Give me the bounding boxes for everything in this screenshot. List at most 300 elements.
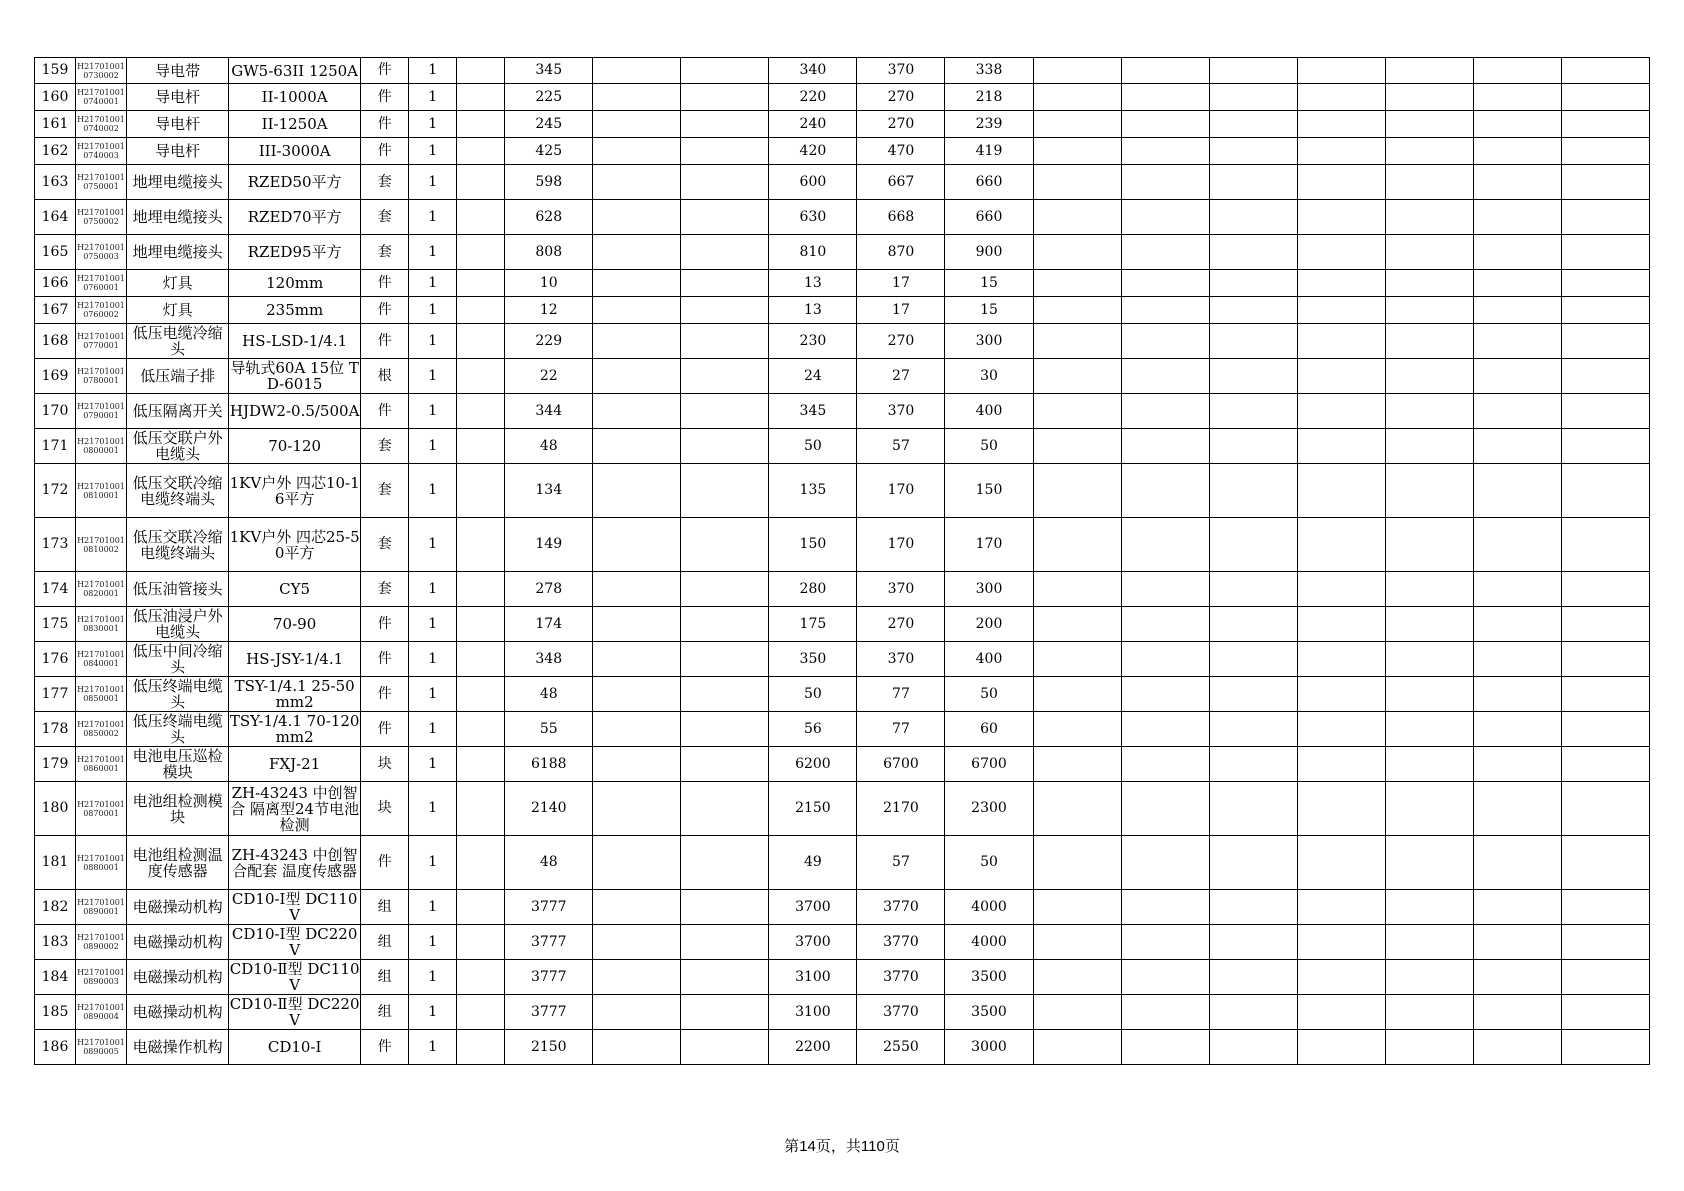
item-spec: FXJ-21 — [229, 747, 361, 782]
empty-cell — [457, 324, 505, 359]
item-spec: HJDW2-0.5/500A — [229, 394, 361, 429]
item-unit: 件 — [361, 84, 409, 111]
price-3: 370 — [857, 58, 945, 84]
footer-middle: 页，共 — [815, 1137, 861, 1155]
item-quantity: 1 — [409, 836, 457, 890]
price-3: 470 — [857, 138, 945, 165]
item-code: H217010010850001 — [76, 677, 127, 712]
row-number: 183 — [35, 925, 76, 960]
item-spec: TSY-1/4.1 25-50mm2 — [229, 677, 361, 712]
price-2: 3700 — [769, 925, 857, 960]
table-row — [35, 518, 1650, 572]
price-3: 3770 — [857, 925, 945, 960]
table-row — [35, 200, 1650, 235]
price-2: 150 — [769, 518, 857, 572]
item-name: 低压端子排 — [127, 359, 229, 394]
empty-cell — [1209, 925, 1297, 960]
price-4: 900 — [945, 235, 1033, 270]
price-4: 419 — [945, 138, 1033, 165]
item-name: 灯具 — [127, 297, 229, 324]
item-unit: 组 — [361, 890, 409, 925]
empty-cell — [1033, 359, 1121, 394]
item-spec: 70-120 — [229, 429, 361, 464]
price-2: 420 — [769, 138, 857, 165]
empty-cell — [593, 518, 681, 572]
empty-cell — [1297, 111, 1385, 138]
empty-cell — [1121, 960, 1209, 995]
item-spec: 1KV户外 四芯10-16平方 — [229, 464, 361, 518]
item-spec: CD10-I — [229, 1030, 361, 1065]
empty-cell — [1033, 642, 1121, 677]
row-number: 182 — [35, 890, 76, 925]
row-number: 186 — [35, 1030, 76, 1065]
empty-cell — [1561, 836, 1649, 890]
empty-cell — [1385, 84, 1473, 111]
item-name: 低压交联户外电缆头 — [127, 429, 229, 464]
empty-cell — [681, 712, 769, 747]
empty-cell — [1473, 464, 1561, 518]
empty-cell — [1297, 518, 1385, 572]
item-spec: HS-LSD-1/4.1 — [229, 324, 361, 359]
empty-cell — [1297, 58, 1385, 84]
table-row — [35, 747, 1650, 782]
empty-cell — [457, 270, 505, 297]
empty-cell — [1121, 572, 1209, 607]
empty-cell — [1385, 58, 1473, 84]
empty-cell — [1297, 297, 1385, 324]
empty-cell — [1121, 165, 1209, 200]
empty-cell — [457, 607, 505, 642]
table-row — [35, 890, 1650, 925]
price-2: 135 — [769, 464, 857, 518]
empty-cell — [1561, 712, 1649, 747]
price-1: 3777 — [505, 960, 593, 995]
item-name: 电磁操动机构 — [127, 960, 229, 995]
empty-cell — [1473, 836, 1561, 890]
empty-cell — [1385, 138, 1473, 165]
empty-cell — [1385, 297, 1473, 324]
item-unit: 组 — [361, 995, 409, 1030]
item-name: 电磁操动机构 — [127, 995, 229, 1030]
empty-cell — [1209, 836, 1297, 890]
empty-cell — [457, 84, 505, 111]
empty-cell — [681, 518, 769, 572]
empty-cell — [681, 58, 769, 84]
price-4: 4000 — [945, 925, 1033, 960]
price-1: 3777 — [505, 890, 593, 925]
empty-cell — [593, 960, 681, 995]
table-row — [35, 925, 1650, 960]
empty-cell — [1473, 642, 1561, 677]
table-row — [35, 836, 1650, 890]
empty-cell — [1473, 995, 1561, 1030]
item-quantity: 1 — [409, 165, 457, 200]
empty-cell — [593, 297, 681, 324]
empty-cell — [1033, 607, 1121, 642]
price-1: 48 — [505, 836, 593, 890]
empty-cell — [1121, 84, 1209, 111]
empty-cell — [1297, 572, 1385, 607]
empty-cell — [1385, 642, 1473, 677]
empty-cell — [1297, 394, 1385, 429]
item-code: H217010010820001 — [76, 572, 127, 607]
empty-cell — [457, 572, 505, 607]
row-number: 173 — [35, 518, 76, 572]
item-unit: 件 — [361, 607, 409, 642]
empty-cell — [593, 642, 681, 677]
item-code: H217010010890004 — [76, 995, 127, 1030]
empty-cell — [681, 324, 769, 359]
table-row — [35, 324, 1650, 359]
empty-cell — [1297, 270, 1385, 297]
item-quantity: 1 — [409, 111, 457, 138]
empty-cell — [1209, 84, 1297, 111]
price-1: 348 — [505, 642, 593, 677]
empty-cell — [457, 200, 505, 235]
item-code: H217010010890005 — [76, 1030, 127, 1065]
empty-cell — [457, 1030, 505, 1065]
empty-cell — [457, 836, 505, 890]
item-code: H217010010730002 — [76, 58, 127, 84]
item-unit: 件 — [361, 111, 409, 138]
empty-cell — [457, 677, 505, 712]
empty-cell — [1561, 747, 1649, 782]
table-row — [35, 712, 1650, 747]
empty-cell — [1473, 925, 1561, 960]
page-footer — [0, 1135, 1684, 1156]
empty-cell — [1473, 297, 1561, 324]
empty-cell — [1033, 1030, 1121, 1065]
empty-cell — [457, 518, 505, 572]
price-4: 3000 — [945, 1030, 1033, 1065]
empty-cell — [1209, 324, 1297, 359]
item-quantity: 1 — [409, 782, 457, 836]
table-row — [35, 429, 1650, 464]
empty-cell — [1297, 890, 1385, 925]
table-row — [35, 394, 1650, 429]
empty-cell — [681, 642, 769, 677]
empty-cell — [593, 58, 681, 84]
empty-cell — [1121, 200, 1209, 235]
empty-cell — [1561, 782, 1649, 836]
empty-cell — [1385, 607, 1473, 642]
empty-cell — [1297, 677, 1385, 712]
row-number: 180 — [35, 782, 76, 836]
item-quantity: 1 — [409, 464, 457, 518]
price-2: 13 — [769, 270, 857, 297]
empty-cell — [1121, 747, 1209, 782]
item-name: 低压隔离开关 — [127, 394, 229, 429]
empty-cell — [1209, 960, 1297, 995]
empty-cell — [457, 925, 505, 960]
empty-cell — [1033, 235, 1121, 270]
empty-cell — [593, 165, 681, 200]
empty-cell — [1121, 111, 1209, 138]
empty-cell — [1473, 324, 1561, 359]
table-row — [35, 359, 1650, 394]
price-4: 50 — [945, 429, 1033, 464]
item-unit: 组 — [361, 925, 409, 960]
row-number: 175 — [35, 607, 76, 642]
item-code: H217010010760002 — [76, 297, 127, 324]
item-name: 地埋电缆接头 — [127, 235, 229, 270]
table-row — [35, 1030, 1650, 1065]
empty-cell — [1385, 359, 1473, 394]
item-name: 低压终端电缆头 — [127, 677, 229, 712]
empty-cell — [681, 200, 769, 235]
empty-cell — [1209, 464, 1297, 518]
item-name: 电磁操动机构 — [127, 890, 229, 925]
price-4: 30 — [945, 359, 1033, 394]
price-1: 344 — [505, 394, 593, 429]
price-1: 225 — [505, 84, 593, 111]
item-unit: 块 — [361, 747, 409, 782]
empty-cell — [593, 235, 681, 270]
price-4: 50 — [945, 677, 1033, 712]
empty-cell — [1121, 324, 1209, 359]
item-quantity: 1 — [409, 429, 457, 464]
row-number: 162 — [35, 138, 76, 165]
price-2: 2200 — [769, 1030, 857, 1065]
item-code: H217010010750002 — [76, 200, 127, 235]
item-name: 灯具 — [127, 270, 229, 297]
empty-cell — [1385, 890, 1473, 925]
item-name: 电池组检测模块 — [127, 782, 229, 836]
item-name: 低压油浸户外电缆头 — [127, 607, 229, 642]
price-4: 3500 — [945, 960, 1033, 995]
table-row — [35, 138, 1650, 165]
item-name: 导电杆 — [127, 84, 229, 111]
empty-cell — [1121, 712, 1209, 747]
item-unit: 件 — [361, 138, 409, 165]
empty-cell — [1297, 464, 1385, 518]
empty-cell — [1121, 464, 1209, 518]
empty-cell — [1121, 925, 1209, 960]
empty-cell — [1473, 677, 1561, 712]
item-spec: 70-90 — [229, 607, 361, 642]
empty-cell — [1121, 518, 1209, 572]
empty-cell — [593, 747, 681, 782]
empty-cell — [681, 677, 769, 712]
empty-cell — [1561, 607, 1649, 642]
empty-cell — [1209, 429, 1297, 464]
empty-cell — [593, 464, 681, 518]
empty-cell — [1473, 58, 1561, 84]
item-quantity: 1 — [409, 607, 457, 642]
empty-cell — [1473, 890, 1561, 925]
empty-cell — [1297, 712, 1385, 747]
empty-cell — [1209, 58, 1297, 84]
table-row — [35, 235, 1650, 270]
empty-cell — [593, 995, 681, 1030]
empty-cell — [1033, 518, 1121, 572]
empty-cell — [593, 394, 681, 429]
row-number: 181 — [35, 836, 76, 890]
empty-cell — [1385, 270, 1473, 297]
empty-cell — [1561, 84, 1649, 111]
empty-cell — [1297, 642, 1385, 677]
empty-cell — [681, 297, 769, 324]
item-spec: ZH-43243 中创智合 隔离型24节电池检测 — [230, 783, 360, 834]
price-3: 270 — [857, 84, 945, 111]
item-code: H217010010740003 — [76, 138, 127, 165]
empty-cell — [1121, 607, 1209, 642]
empty-cell — [1385, 200, 1473, 235]
empty-cell — [457, 297, 505, 324]
row-number: 161 — [35, 111, 76, 138]
item-name: 低压交联冷缩电缆终端头 — [127, 518, 229, 572]
empty-cell — [1121, 235, 1209, 270]
empty-cell — [457, 712, 505, 747]
empty-cell — [1209, 165, 1297, 200]
price-2: 350 — [769, 642, 857, 677]
empty-cell — [1297, 1030, 1385, 1065]
item-name: 地埋电缆接头 — [127, 165, 229, 200]
empty-cell — [1561, 677, 1649, 712]
empty-cell — [1385, 747, 1473, 782]
item-quantity: 1 — [409, 235, 457, 270]
empty-cell — [593, 1030, 681, 1065]
item-unit: 套 — [361, 429, 409, 464]
table-row — [35, 270, 1650, 297]
price-1: 2140 — [505, 782, 593, 836]
row-number: 164 — [35, 200, 76, 235]
empty-cell — [1561, 925, 1649, 960]
empty-cell — [1297, 995, 1385, 1030]
row-number: 170 — [35, 394, 76, 429]
price-4: 50 — [945, 836, 1033, 890]
empty-cell — [1209, 1030, 1297, 1065]
row-number: 166 — [35, 270, 76, 297]
table-body — [35, 58, 1650, 1065]
item-unit: 套 — [361, 572, 409, 607]
empty-cell — [1561, 642, 1649, 677]
empty-cell — [593, 890, 681, 925]
item-quantity: 1 — [409, 1030, 457, 1065]
item-code: H217010010760001 — [76, 270, 127, 297]
empty-cell — [1297, 836, 1385, 890]
empty-cell — [1385, 995, 1473, 1030]
table-row — [35, 464, 1650, 518]
item-unit: 件 — [361, 58, 409, 84]
empty-cell — [1297, 960, 1385, 995]
item-spec: TSY-1/4.1 70-120mm2 — [229, 712, 360, 746]
item-spec: CD10-Ⅰ型 DC220V — [229, 925, 361, 960]
empty-cell — [457, 782, 505, 836]
empty-cell — [1209, 138, 1297, 165]
empty-cell — [457, 747, 505, 782]
table-row — [35, 642, 1650, 677]
empty-cell — [1121, 890, 1209, 925]
row-number: 177 — [35, 677, 76, 712]
price-4: 338 — [945, 58, 1033, 84]
empty-cell — [1473, 270, 1561, 297]
item-code: H217010010860001 — [76, 747, 127, 782]
item-spec: CY5 — [229, 572, 361, 607]
item-name: 低压中间冷缩头 — [127, 642, 229, 677]
price-1: 598 — [505, 165, 593, 200]
empty-cell — [457, 111, 505, 138]
item-code: H217010010890002 — [76, 925, 127, 960]
empty-cell — [593, 925, 681, 960]
empty-cell — [457, 138, 505, 165]
price-4: 400 — [945, 394, 1033, 429]
price-3: 57 — [857, 836, 945, 890]
empty-cell — [1209, 572, 1297, 607]
item-unit: 套 — [361, 518, 409, 572]
price-3: 370 — [857, 572, 945, 607]
price-3: 3770 — [857, 995, 945, 1030]
empty-cell — [1121, 782, 1209, 836]
item-code: H217010010800001 — [76, 429, 127, 464]
empty-cell — [1033, 200, 1121, 235]
empty-cell — [1473, 235, 1561, 270]
empty-cell — [1121, 836, 1209, 890]
empty-cell — [593, 782, 681, 836]
empty-cell — [1473, 1030, 1561, 1065]
item-quantity: 1 — [409, 84, 457, 111]
item-unit: 套 — [361, 200, 409, 235]
empty-cell — [457, 890, 505, 925]
empty-cell — [1209, 642, 1297, 677]
item-unit: 件 — [361, 712, 409, 747]
price-2: 2150 — [769, 782, 857, 836]
empty-cell — [681, 429, 769, 464]
item-code: H217010010780001 — [76, 359, 127, 394]
empty-cell — [1209, 297, 1297, 324]
empty-cell — [1385, 464, 1473, 518]
row-number: 179 — [35, 747, 76, 782]
price-1: 149 — [505, 518, 593, 572]
item-spec: III-3000A — [229, 138, 361, 165]
item-spec: 1KV户外 四芯25-50平方 — [229, 518, 361, 572]
item-code: H217010010750001 — [76, 165, 127, 200]
empty-cell — [1297, 235, 1385, 270]
empty-cell — [1473, 394, 1561, 429]
price-1: 55 — [505, 712, 593, 747]
empty-cell — [1561, 995, 1649, 1030]
empty-cell — [1033, 297, 1121, 324]
empty-cell — [457, 960, 505, 995]
item-spec: CD10-Ⅰ型 DC110V — [229, 890, 361, 925]
empty-cell — [593, 836, 681, 890]
empty-cell — [1033, 429, 1121, 464]
price-4: 660 — [945, 200, 1033, 235]
item-name: 低压电缆冷缩头 — [127, 324, 229, 359]
empty-cell — [593, 84, 681, 111]
row-number: 176 — [35, 642, 76, 677]
empty-cell — [1209, 359, 1297, 394]
price-3: 77 — [857, 712, 945, 747]
empty-cell — [593, 270, 681, 297]
empty-cell — [1209, 270, 1297, 297]
empty-cell — [1473, 747, 1561, 782]
item-quantity: 1 — [409, 138, 457, 165]
empty-cell — [1473, 111, 1561, 138]
empty-cell — [1385, 429, 1473, 464]
empty-cell — [681, 359, 769, 394]
empty-cell — [457, 464, 505, 518]
item-spec: HS-JSY-1/4.1 — [229, 642, 361, 677]
item-unit: 组 — [361, 960, 409, 995]
empty-cell — [681, 464, 769, 518]
empty-cell — [1561, 324, 1649, 359]
empty-cell — [1033, 836, 1121, 890]
price-1: 12 — [505, 297, 593, 324]
item-code: H217010010890003 — [76, 960, 127, 995]
price-1: 278 — [505, 572, 593, 607]
empty-cell — [1561, 518, 1649, 572]
